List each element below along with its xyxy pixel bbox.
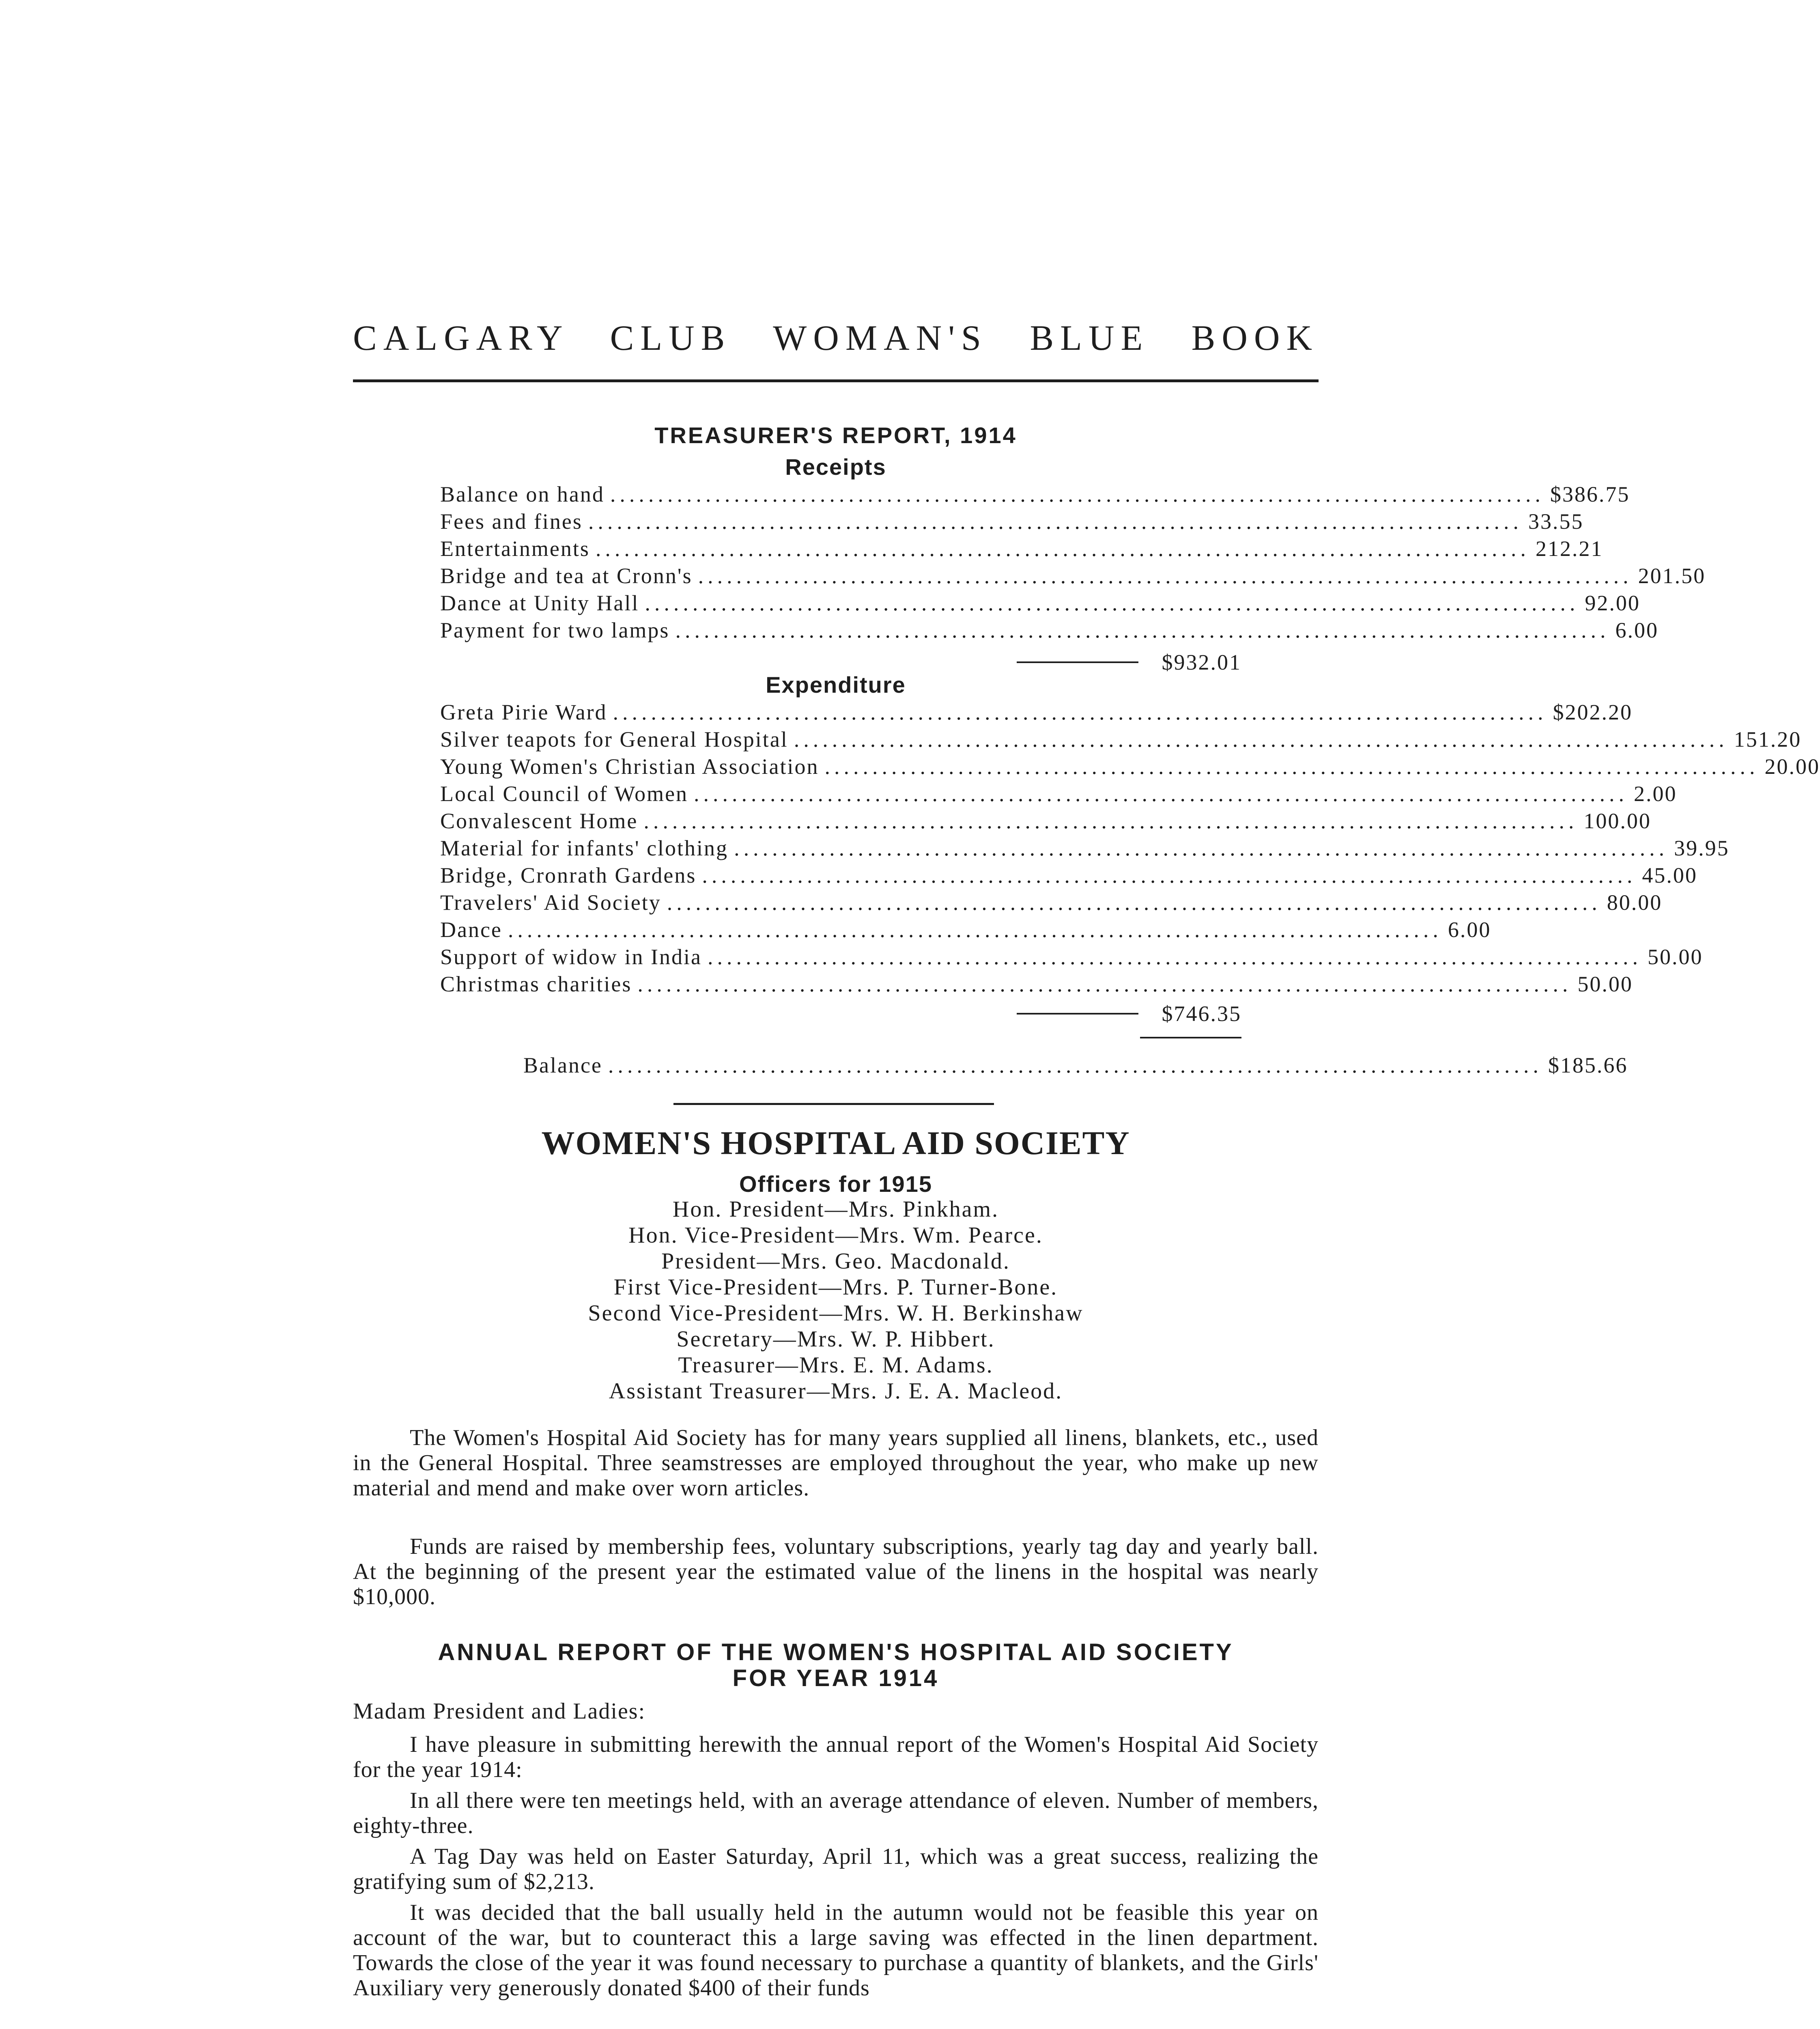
ledger-row: Fees and fines .................................................................................................. 33.55 [440, 508, 1136, 535]
balance-label: Balance [523, 1053, 602, 1077]
treasurer-report-title: TREASURER'S REPORT, 1914 [654, 422, 1017, 448]
ledger-amount: 45.00 [1642, 863, 1697, 887]
ledger-amount: 50.00 [1577, 972, 1633, 996]
officers-heading: Officers for 1915 [739, 1171, 932, 1197]
total-rule [1017, 1013, 1138, 1014]
ledger-label: Greta Pirie Ward [440, 700, 607, 724]
officer-line: First Vice-President—Mrs. P. Turner-Bone. [613, 1275, 1058, 1300]
ledger-label: Local Council of Women [440, 782, 688, 806]
expenditure-total-row [440, 1000, 1241, 1027]
paragraph: In all there were ten meetings held, with an average attendance of eleven. Number of members, eighty-three. [353, 1788, 1319, 1838]
officer-line: Second Vice-President—Mrs. W. H. Berkinshaw [588, 1301, 1084, 1326]
total-rule [1017, 661, 1138, 663]
ledger-amount: 151.20 [1734, 727, 1802, 752]
ledger-amount: 39.95 [1674, 836, 1730, 860]
ledger-label: Christmas charities [440, 972, 632, 996]
ledger-row: Silver teapots for General Hospital .................................................................................................. 151.20 [440, 726, 1136, 753]
ledger-row: Support of widow in India .................................................................................................. 50.00 [440, 943, 1136, 971]
ledger-amount: $386.75 [1550, 482, 1630, 506]
society-description [353, 1425, 1319, 1501]
ledger-label: Support of widow in India [440, 945, 702, 969]
ledger-label: Travelers' Aid Society [440, 890, 661, 915]
annual-report-title [353, 1639, 1319, 1691]
ledger-row: Material for infants' clothing .................................................................................................. 39.95 [440, 835, 1136, 862]
annual-report-title-line: FOR YEAR 1914 [732, 1665, 939, 1691]
salutation: Madam President and Ladies: [353, 1699, 646, 1724]
society-title: WOMEN'S HOSPITAL AID SOCIETY [541, 1124, 1130, 1161]
receipts-list [440, 481, 1706, 644]
ledger-row: Payment for two lamps .................................................................................................. 6.00 [440, 617, 1136, 644]
ledger-label: Fees and fines [440, 509, 583, 534]
society-funding [353, 1534, 1319, 1609]
expenditure-heading: Expenditure [766, 672, 906, 698]
ledger-label: Young Women's Christian Association [440, 754, 819, 779]
ledger-label: Balance on hand [440, 482, 605, 506]
annual-report-title-line: ANNUAL REPORT OF THE WOMEN'S HOSPITAL AID SOCIETY [438, 1639, 1234, 1665]
ledger-label: Convalescent Home [440, 809, 638, 833]
receipts-total: $932.01 [1162, 650, 1241, 674]
ledger-label: Dance at Unity Hall [440, 591, 639, 615]
ledger-row: Balance on hand .................................................................................................. $386.75 [440, 481, 1136, 508]
officer-line: Treasurer—Mrs. E. M. Adams. [678, 1353, 994, 1378]
ledger-amount: 6.00 [1615, 618, 1659, 642]
ledger-row: Young Women's Christian Association .................................................................................................. 20.00 [440, 753, 1136, 780]
ledger-row: Greta Pirie Ward .................................................................................................. $202.20 [440, 699, 1136, 726]
ledger-label: Bridge, Cronrath Gardens [440, 863, 697, 887]
ledger-amount: 100.00 [1583, 809, 1651, 833]
expenditure-total: $746.35 [1162, 1001, 1241, 1026]
ledger-row: Travelers' Aid Society .................................................................................................. 80.00 [440, 889, 1136, 916]
ledger-row: Bridge, Cronrath Gardens .................................................................................................. 45.00 [440, 862, 1136, 889]
ledger-amount: 201.50 [1638, 564, 1706, 588]
balance-amount: $185.66 [1548, 1053, 1628, 1077]
paragraph: A Tag Day was held on Easter Saturday, April 11, which was a great success, realizing the gratifying sum of $2,213. [353, 1844, 1319, 1894]
ledger-row: Dance at Unity Hall .................................................................................................. 92.00 [440, 590, 1136, 617]
officer-line: Hon. Vice-President—Mrs. Wm. Pearce. [628, 1223, 1043, 1248]
ledger-amount: 2.00 [1634, 782, 1677, 806]
ledger-row: Convalescent Home .................................................................................................. 100.00 [440, 808, 1136, 835]
officer-line: Hon. President—Mrs. Pinkham. [672, 1197, 999, 1222]
ledger-amount: 6.00 [1448, 918, 1491, 942]
officer-line: Assistant Treasurer—Mrs. J. E. A. Macleod. [609, 1379, 1063, 1404]
ledger-amount: 80.00 [1607, 890, 1663, 915]
balance-rule [1140, 1037, 1241, 1038]
officer-line: President—Mrs. Geo. Macdonald. [661, 1249, 1010, 1274]
ledger-amount: 20.00 [1764, 754, 1820, 779]
balance-row: Balance .................................................................................................. $185.66 [523, 1052, 1241, 1079]
ledger-amount: $202.20 [1553, 700, 1633, 724]
header-rule [353, 379, 1319, 382]
ledger-row: Bridge and tea at Cronn's .................................................................................................. 201.50 [440, 562, 1136, 590]
ledger-amount: 50.00 [1647, 945, 1703, 969]
ledger-label: Bridge and tea at Cronn's [440, 564, 693, 588]
ledger-label: Entertainments [440, 536, 590, 561]
ledger-row: Christmas charities .................................................................................................. 50.00 [440, 971, 1136, 998]
officers-list [353, 1196, 1319, 1404]
paragraph: The Women's Hospital Aid Society has for many years supplied all linens, blankets, etc., used in the General Hospital. Three seamstresses are employed throughout the year, who make up new material and mend and make over worn articles. [353, 1425, 1319, 1501]
ledger-amount: 212.21 [1535, 536, 1603, 561]
receipts-heading: Receipts [785, 454, 886, 480]
ledger-amount: 92.00 [1585, 591, 1640, 615]
ledger-amount: 33.55 [1528, 509, 1584, 534]
expenditure-list [440, 699, 1820, 998]
ledger-label: Payment for two lamps [440, 618, 670, 642]
running-header: CALGARY CLUB WOMAN'S BLUE BOOK [353, 319, 1319, 358]
paragraph: It was decided that the ball usually held in the autumn would not be feasible this year on account of the war, but to counteract this a large saving was effected in the linen department. Towards the close of the year it was found necessary to purchase a quantity of blankets, and the Girls' Auxiliary very generously donated $400 of their funds [353, 1900, 1319, 2001]
annual-report-body [353, 1732, 1319, 2006]
ledger-row: Dance .................................................................................................. 6.00 [440, 916, 1136, 943]
ledger-label: Material for infants' clothing [440, 836, 729, 860]
officer-line: Secretary—Mrs. W. P. Hibbert. [676, 1327, 995, 1352]
section-divider [673, 1103, 994, 1105]
ledger-label: Silver teapots for General Hospital [440, 727, 788, 752]
ledger-row: Local Council of Women .................................................................................................. 2.00 [440, 780, 1136, 808]
ledger-row: Entertainments .................................................................................................. 212.21 [440, 535, 1136, 562]
paragraph: I have pleasure in submitting herewith the annual report of the Women's Hospital Aid Society for the year 1914: [353, 1732, 1319, 1782]
ledger-label: Dance [440, 918, 502, 942]
paragraph: Funds are raised by membership fees, voluntary subscriptions, yearly tag day and yearly ball. At the beginning of the present year the estimated value of the linens in the hospital was nearly $10,000. [353, 1534, 1319, 1609]
